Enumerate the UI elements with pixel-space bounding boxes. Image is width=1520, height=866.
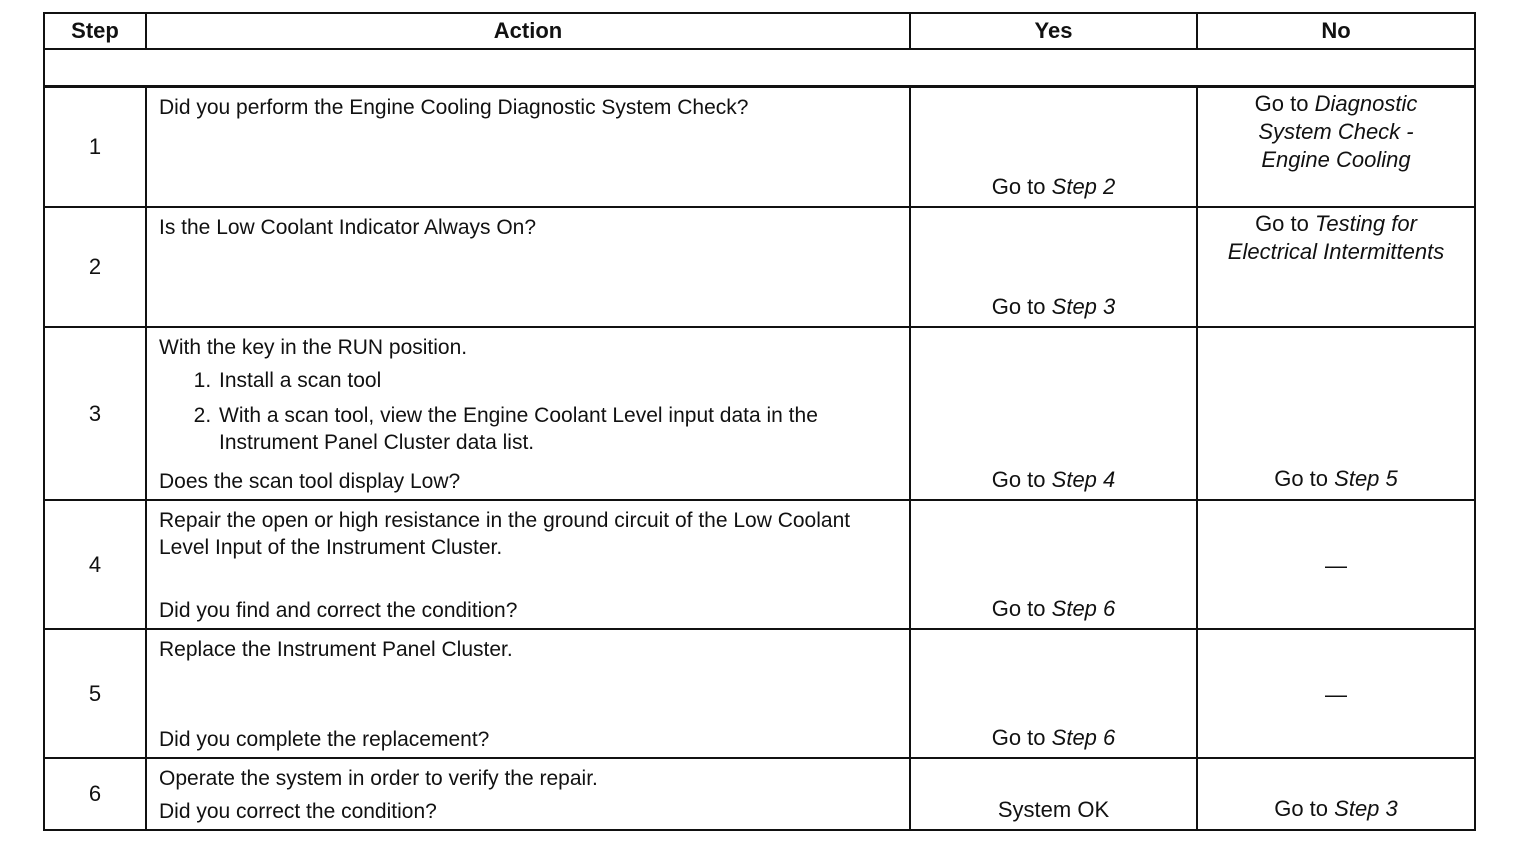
step-number: 4 — [45, 501, 147, 628]
diagnostic-table — [43, 12, 1476, 831]
action-steps-list — [159, 367, 897, 456]
no-prefix: Go to — [1255, 211, 1309, 236]
no-link-line3[interactable]: Engine Cooling — [1261, 147, 1411, 172]
no-link-line2[interactable]: System Check - — [1258, 119, 1414, 144]
no-cell — [1198, 88, 1474, 206]
yes-prefix: Go to — [991, 596, 1046, 621]
no-prefix: Go to — [1274, 466, 1329, 491]
yes-prefix: Go to — [991, 294, 1046, 319]
yes-prefix: Go to — [991, 174, 1046, 199]
yes-prefix: Go to — [991, 467, 1046, 492]
table-spacer-row — [45, 50, 1474, 88]
action-question: Did you correct the condition? — [159, 800, 437, 823]
yes-prefix: Go to — [991, 725, 1046, 750]
no-cell — [1198, 630, 1474, 757]
yes-step-link[interactable]: Step 2 — [1051, 174, 1116, 199]
action-step-item: 1. Install a scan tool — [217, 367, 897, 394]
step-number: 6 — [45, 759, 147, 829]
action-question: Did you complete the replacement? — [159, 728, 490, 751]
no-cell — [1198, 328, 1474, 499]
yes-cell — [911, 759, 1198, 829]
no-step-link[interactable]: Step 3 — [1334, 796, 1398, 821]
yes-step-link[interactable]: Step 6 — [1051, 596, 1116, 621]
action-intro: With the key in the RUN position. — [159, 336, 468, 359]
yes-cell — [911, 501, 1198, 628]
header-no: No — [1321, 18, 1351, 43]
no-dash: — — [1325, 681, 1347, 707]
header-yes: Yes — [911, 14, 1198, 48]
table-row — [45, 88, 1474, 208]
no-dash: — — [1325, 552, 1347, 578]
no-link-line2[interactable]: Electrical Intermittents — [1227, 239, 1445, 264]
action-cell — [147, 759, 911, 829]
action-question: Did you find and correct the condition? — [159, 599, 518, 622]
action-text: Did you perform the Engine Cooling Diagnostic System Check? — [159, 96, 749, 119]
no-link-line1[interactable]: Diagnostic — [1314, 91, 1418, 116]
yes-step-link[interactable]: Step 4 — [1051, 467, 1116, 492]
action-question: Does the scan tool display Low? — [159, 470, 461, 493]
table-row — [45, 630, 1474, 759]
step-number: 1 — [45, 88, 147, 206]
step-number: 5 — [45, 630, 147, 757]
yes-cell — [911, 630, 1198, 757]
header-action: Action — [147, 14, 911, 48]
action-cell — [147, 501, 911, 628]
step-number: 3 — [45, 328, 147, 499]
table-row — [45, 208, 1474, 328]
table-row — [45, 501, 1474, 630]
action-text: Is the Low Coolant Indicator Always On? — [159, 216, 537, 239]
action-text: Repair the open or high resistance in the ground circuit of the Low Coolant Level Input of the Instrument Cluster. — [159, 509, 851, 559]
yes-cell — [911, 88, 1198, 206]
table-row — [45, 759, 1474, 829]
yes-cell — [911, 208, 1198, 326]
action-step-item: 2. With a scan tool, view the Engine Coolant Level input data in the Instrument Panel Cluster data list. — [217, 402, 897, 456]
yes-step-link[interactable]: Step 3 — [1051, 294, 1116, 319]
action-text: Operate the system in order to verify the repair. — [159, 767, 598, 790]
yes-step-link[interactable]: Step 6 — [1051, 725, 1116, 750]
no-link-line1[interactable]: Testing for — [1315, 211, 1417, 236]
action-cell — [147, 88, 911, 206]
action-cell — [147, 630, 911, 757]
no-step-link[interactable]: Step 5 — [1334, 466, 1398, 491]
no-prefix: Go to — [1254, 91, 1309, 116]
step-number: 2 — [45, 208, 147, 326]
no-cell — [1198, 208, 1474, 326]
no-cell — [1198, 759, 1474, 829]
no-prefix: Go to — [1274, 796, 1329, 821]
action-cell — [147, 328, 911, 499]
header-step: Step — [45, 14, 147, 48]
yes-cell — [911, 328, 1198, 499]
no-cell — [1198, 501, 1474, 628]
table-header-row — [45, 14, 1474, 50]
action-text: Replace the Instrument Panel Cluster. — [159, 638, 513, 661]
action-cell — [147, 208, 911, 326]
table-row — [45, 328, 1474, 501]
yes-text: System OK — [997, 797, 1110, 822]
